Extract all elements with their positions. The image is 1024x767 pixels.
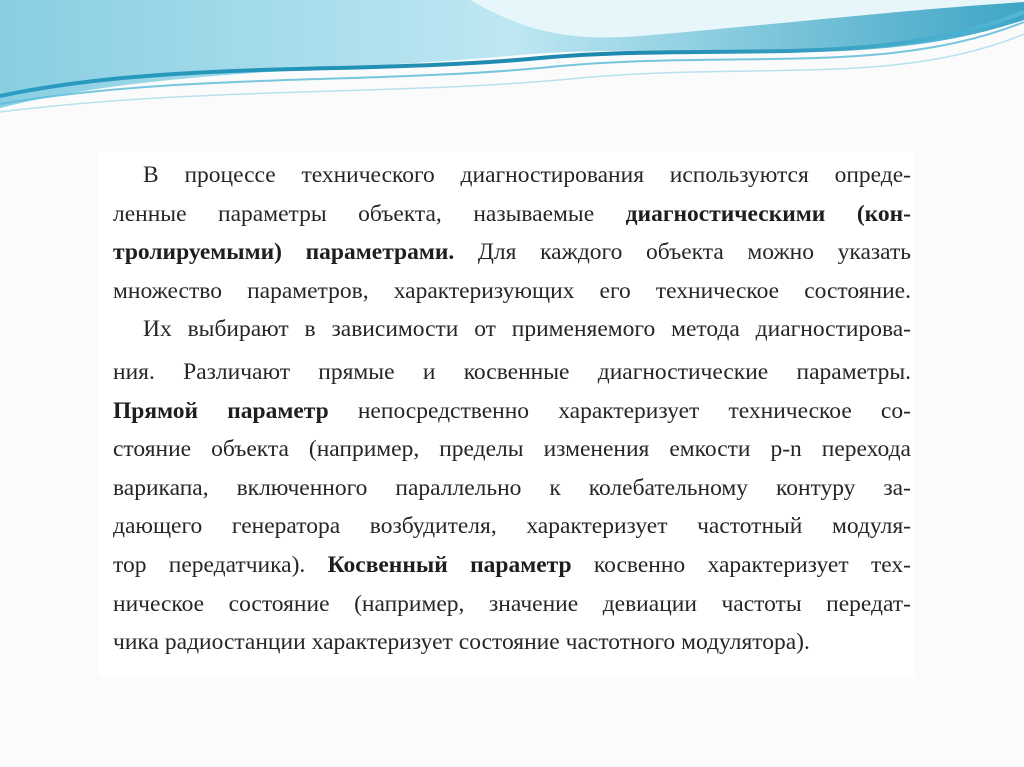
text-word: диагностирова- xyxy=(755,316,911,343)
text-word: непосредственно xyxy=(357,397,530,424)
text-word: частотный xyxy=(697,513,803,540)
text-word: колебательному xyxy=(588,474,749,501)
text-word: объекта xyxy=(211,436,289,463)
text-line xyxy=(113,546,911,585)
text-word: перехода xyxy=(821,436,911,463)
text-word: Их xyxy=(143,316,172,343)
text-word: опреде- xyxy=(834,162,911,188)
text-word: зависимости xyxy=(331,316,459,343)
text-word: пределы xyxy=(439,436,524,463)
text-word: его xyxy=(599,277,631,304)
text-word: параметрами. xyxy=(305,239,455,266)
text-word: частотного xyxy=(565,629,676,656)
text-word: варикапа, xyxy=(113,474,209,501)
text-word: (например, xyxy=(308,436,420,463)
document-text-block xyxy=(99,152,915,677)
text-word: параметр xyxy=(227,397,329,424)
text-word: выбирают xyxy=(187,316,289,343)
text-word: и xyxy=(422,358,436,385)
text-word: объекта, xyxy=(358,200,442,227)
text-word: параметры xyxy=(218,200,327,227)
text-word: параметры. xyxy=(796,358,911,385)
text-word: параметров, xyxy=(247,277,369,304)
text-word: характеризует xyxy=(707,551,849,578)
text-word: ленные xyxy=(113,200,187,227)
text-word: ния. xyxy=(113,358,155,385)
text-word: косвенно xyxy=(593,551,686,578)
text-word: каждого xyxy=(540,239,623,266)
text-word: характеризующих xyxy=(393,277,575,304)
text-word: включенного xyxy=(236,474,368,501)
text-line xyxy=(113,392,911,431)
text-word: дающего xyxy=(113,513,203,540)
text-word: девиации xyxy=(602,590,697,617)
text-word: генератора xyxy=(231,513,341,540)
text-word: к xyxy=(549,474,561,501)
text-word: характеризует xyxy=(311,629,453,656)
text-word: множество xyxy=(113,277,222,304)
text-word: модулятора). xyxy=(681,629,810,656)
text-word: состояние xyxy=(458,629,560,656)
text-word: Для xyxy=(477,239,517,266)
text-word: за- xyxy=(883,474,911,501)
text-word: В xyxy=(143,162,159,188)
text-word: диагностическими xyxy=(625,200,826,227)
text-word: передат- xyxy=(826,590,911,617)
text-word: диагностические xyxy=(597,358,769,385)
text-word: стояние xyxy=(113,436,192,463)
text-word: технического xyxy=(301,162,435,188)
text-word: техническое xyxy=(655,277,780,304)
text-line xyxy=(113,195,911,234)
text-word: передатчика). xyxy=(168,551,306,578)
text-word: состояние xyxy=(228,590,330,617)
text-word: со- xyxy=(880,397,911,424)
text-word: чика xyxy=(113,629,159,656)
text-word: возбудителя, xyxy=(369,513,497,540)
text-word: техническое xyxy=(728,397,852,424)
text-word: можно xyxy=(747,239,815,266)
text-word: тех- xyxy=(870,551,911,578)
text-word: частоты xyxy=(721,590,802,617)
text-word: в xyxy=(304,316,316,343)
text-line xyxy=(113,507,911,546)
text-word: (кон- xyxy=(856,200,911,227)
text-line xyxy=(113,469,911,508)
text-word: Косвенный xyxy=(327,551,448,578)
text-word: модуля- xyxy=(832,513,911,540)
text-word: объекта xyxy=(645,239,724,266)
text-word: указать xyxy=(837,239,911,266)
text-line xyxy=(113,310,911,349)
text-word: состояние. xyxy=(804,277,911,304)
text-word: изменения xyxy=(543,436,650,463)
text-line xyxy=(113,623,911,662)
text-word: параметр xyxy=(470,551,572,578)
text-line xyxy=(113,353,911,392)
text-word: емкости xyxy=(669,436,751,463)
text-word: значение xyxy=(488,590,579,617)
text-line xyxy=(113,156,911,195)
text-word: процессе xyxy=(184,162,276,188)
text-word: от xyxy=(474,316,496,343)
text-word: метода xyxy=(671,316,740,343)
text-word: тор xyxy=(113,551,147,578)
text-word: p-n xyxy=(770,436,802,463)
text-line xyxy=(113,233,911,272)
text-word: прямые xyxy=(318,358,395,385)
text-word: контуру xyxy=(775,474,856,501)
text-word: параллельно xyxy=(395,474,522,501)
wave-header-decoration xyxy=(0,0,1024,120)
text-line xyxy=(113,272,911,311)
text-word: характеризует xyxy=(526,513,668,540)
text-word: радиостанции xyxy=(164,629,306,656)
text-line xyxy=(113,585,911,624)
text-word: ническое xyxy=(113,590,205,617)
text-word: характеризует xyxy=(558,397,700,424)
text-word: Прямой xyxy=(113,397,199,424)
text-word: называемые xyxy=(473,200,595,227)
text-word: используются xyxy=(669,162,809,188)
text-word: тролируемыми) xyxy=(113,239,283,266)
text-word: (например, xyxy=(354,590,465,617)
text-line xyxy=(113,430,911,469)
text-word: применяемого xyxy=(511,316,656,343)
text-word: Различают xyxy=(183,358,290,385)
text-word: косвенные xyxy=(463,358,570,385)
text-word: диагностирования xyxy=(460,162,644,188)
